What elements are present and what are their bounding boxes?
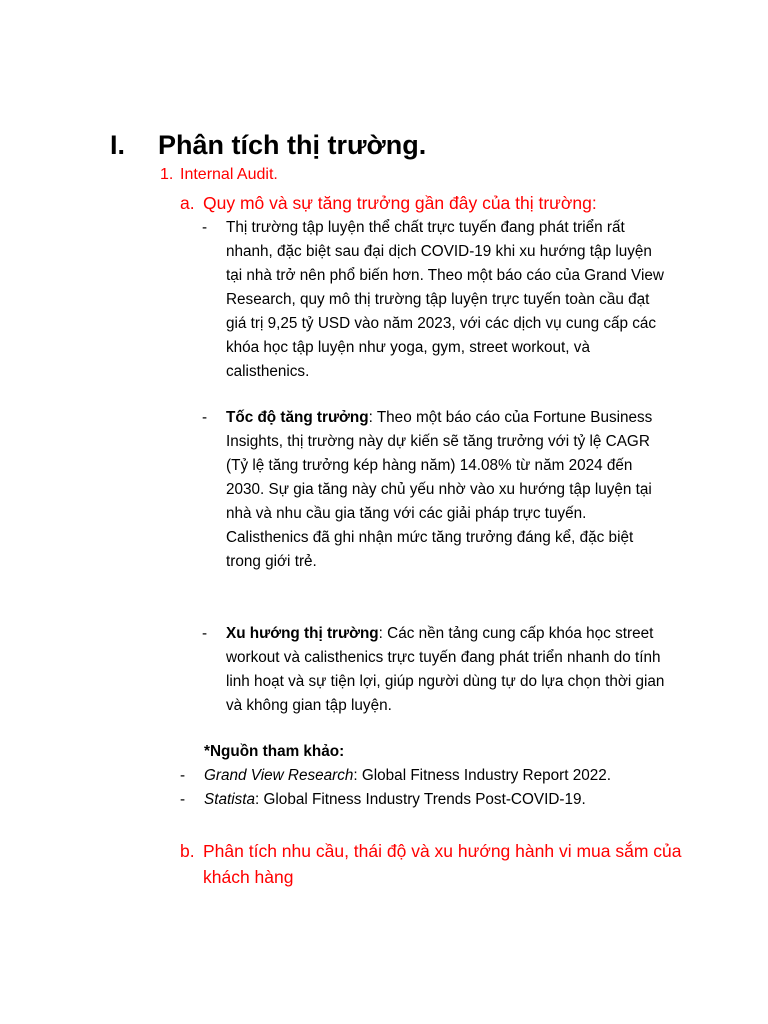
source-item — [180, 764, 611, 788]
bullet-bold-label: Tốc độ tăng trưởng — [226, 409, 369, 426]
bullet-dash: - — [202, 219, 208, 236]
bullet-growth-rate — [202, 406, 672, 574]
section-heading-1 — [110, 127, 426, 163]
bullet-bold-label: Xu hướng thị trường — [226, 625, 379, 642]
item-letter: b. — [180, 841, 195, 861]
section-number: I. — [110, 130, 126, 160]
item-letter: a. — [180, 193, 195, 213]
bullet-market-size — [202, 216, 672, 384]
bullet-text: Thị trường tập luyện thể chất trực tuyến đang phát triển rất nhanh, đặc biệt sau đại dịch COVID-19 khi xu hướng tập luyện tại nhà trở nên phổ biến hơn. Theo một báo cáo của Grand View Research, quy mô thị trường tập luyện trực tuyến toàn cầu đạt giá trị 9,25 tỷ USD vào năm 2023, với các dịch vụ cung cấp các khóa học tập luyện như yoga, gym, street workout, và calisthenics. — [226, 219, 664, 380]
item-heading-b — [180, 838, 723, 890]
source-dash: - — [180, 791, 186, 808]
sources-title: *Nguồn tham khảo: — [204, 743, 345, 760]
source-name: Statista — [204, 791, 256, 808]
source-text: : Global Fitness Industry Trends Post-COVID-19. — [255, 791, 586, 808]
bullet-text: Tốc độ tăng trưởng: Theo một báo cáo của Fortune Business Insights, thị trường này dự kiến sẽ tăng trưởng với tỷ lệ CAGR (Tỷ lệ tăng trưởng kép hàng năm) 14.08% từ năm 2024 đến 2030. Sự gia tăng này chủ yếu nhờ vào xu hướng tập luyện tại nhà và nhu cầu gia tăng với các giải pháp trực tuyến. Calisthenics đã ghi nhận mức tăng trưởng đáng kể, đặc biệt trong giới trẻ. — [226, 409, 653, 570]
subsection-number: 1. — [160, 166, 174, 183]
source-name: Grand View Research — [204, 767, 354, 784]
item-title: Phân tích nhu cầu, thái độ và xu hướng hành vi mua sắm của khách hàng — [203, 841, 682, 887]
bullet-market-trend — [202, 622, 672, 718]
bullet-text: Xu hướng thị trường: Các nền tảng cung cấp khóa học street workout và calisthenics trực tuyến đang phát triển nhanh do tính linh hoạt và sự tiện lợi, giúp người dùng tự do lựa chọn thời gian và không gian tập luyện. — [226, 625, 665, 714]
source-item — [180, 788, 586, 812]
item-heading-a — [180, 190, 723, 216]
source-dash: - — [180, 767, 186, 784]
bullet-dash: - — [202, 625, 208, 642]
source-text: : Global Fitness Industry Report 2022. — [353, 767, 612, 784]
subsection-title: Internal Audit. — [180, 166, 278, 183]
bullet-dash: - — [202, 409, 208, 426]
item-title: Quy mô và sự tăng trưởng gần đây của thị trường: — [203, 193, 597, 213]
section-title: Phân tích thị trường. — [158, 130, 427, 160]
subsection-heading-1 — [160, 164, 278, 186]
